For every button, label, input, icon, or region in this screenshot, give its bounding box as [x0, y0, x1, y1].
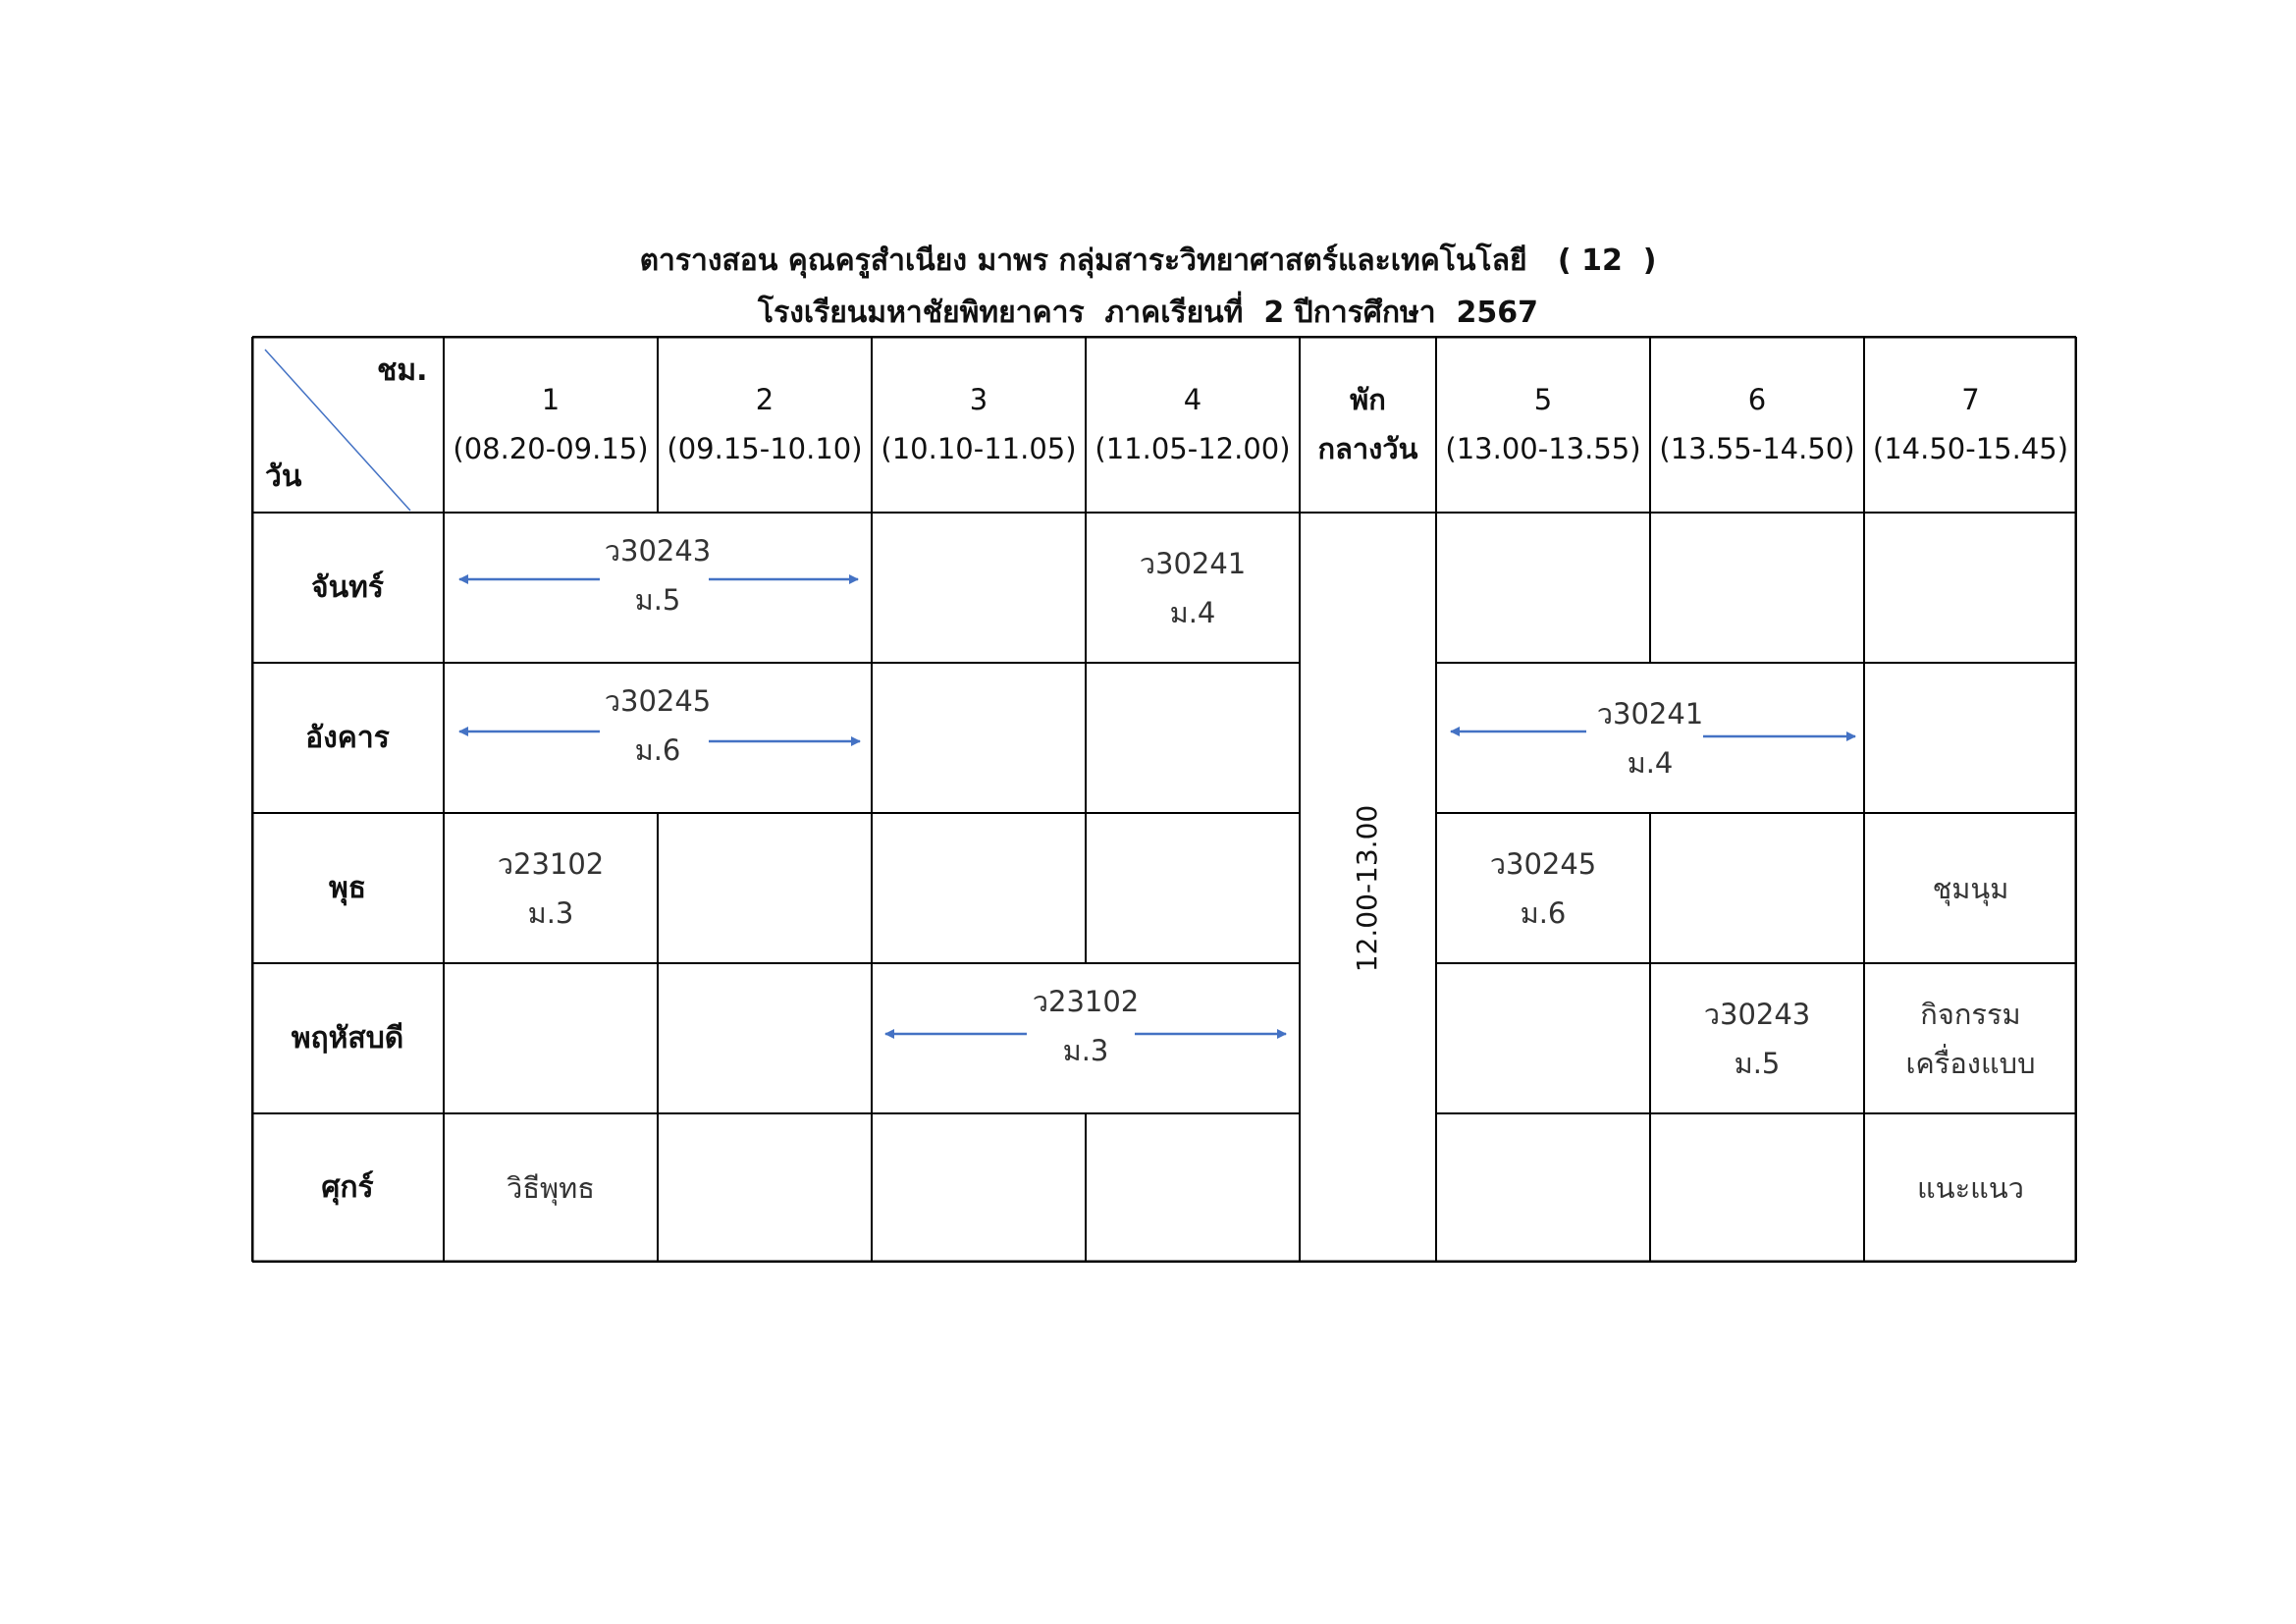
- entry-friday-period-1: วิธีพุทธ: [507, 1171, 595, 1205]
- day-monday: จันทร์: [311, 569, 384, 605]
- period-time: (08.20-09.15): [453, 432, 649, 465]
- class-level: ม.3: [1062, 1034, 1109, 1067]
- class-level: ม.5: [1734, 1046, 1781, 1080]
- entry-friday-period-7: แนะแนว: [1917, 1171, 2024, 1205]
- subject-code: ว30245: [604, 684, 712, 718]
- day-wednesday: พุธ: [328, 870, 367, 905]
- header-period-1: [444, 336, 658, 513]
- entry-tuesday-periods-5-6: [1436, 663, 1864, 813]
- entry-thursday-period-7: [1864, 963, 2077, 1113]
- subject-code: ว23102: [497, 846, 605, 881]
- day-thursday: พฤหัสบดี: [291, 1020, 404, 1056]
- period-time: (13.55-14.50): [1659, 432, 1855, 465]
- period-number: 2: [755, 383, 774, 416]
- entry-wednesday-period-1: [444, 813, 658, 963]
- period-time: (10.10-11.05): [881, 432, 1077, 465]
- day-friday: ศุกร์: [321, 1170, 374, 1205]
- entry-thursday-periods-3-4: [872, 963, 1300, 1089]
- timetable-grid: [251, 336, 2077, 1263]
- header-period-3: [872, 336, 1086, 513]
- corner-day-label: วัน: [265, 460, 302, 494]
- period-time: (09.15-10.10): [667, 432, 863, 465]
- lunch-time-vertical: 12.00-13.00: [1351, 804, 1383, 973]
- header-period-5: [1436, 336, 1650, 513]
- subject-code: ว30245: [1489, 846, 1597, 881]
- header-lunch: [1300, 336, 1436, 513]
- class-level: ม.3: [527, 895, 574, 930]
- class-level: ม.4: [1169, 595, 1216, 629]
- period-number: 6: [1747, 383, 1767, 416]
- subject-code: ว23102: [1032, 985, 1140, 1018]
- header-period-2: [658, 336, 872, 513]
- subject-code: ว30241: [1596, 696, 1704, 731]
- period-number: 5: [1533, 383, 1553, 416]
- entry-wednesday-period-7: ชุมนุม: [1932, 871, 2009, 905]
- lunch-label-line1: พัก: [1350, 383, 1386, 416]
- entry-wednesday-period-5: [1436, 813, 1650, 963]
- corner-period-label: ชม.: [377, 353, 428, 388]
- class-level: ม.6: [1520, 895, 1567, 930]
- entry-monday-period-4: [1086, 513, 1300, 663]
- subject-code: ว30243: [1703, 997, 1811, 1031]
- activity-line2: เครื่องแบบ: [1905, 1046, 2036, 1080]
- lunch-label-line2: กลางวัน: [1317, 432, 1418, 465]
- period-time: (11.05-12.00): [1095, 432, 1291, 465]
- header-period-6: [1650, 336, 1864, 513]
- timetable-title: ตารางสอน คุณครูสำเนียง มาพร กลุ่มสาระวิทยาศาสตร์และเทคโนโลยี ( 12 ): [639, 244, 1657, 278]
- period-number: 4: [1183, 383, 1202, 416]
- class-level: ม.6: [634, 733, 681, 767]
- period-number: 3: [969, 383, 988, 416]
- period-number: 7: [1961, 383, 1980, 416]
- activity-line1: กิจกรรม: [1920, 997, 2021, 1031]
- class-level: ม.4: [1627, 745, 1674, 780]
- class-level: ม.5: [634, 583, 681, 617]
- subject-code: ว30241: [1139, 546, 1247, 580]
- entry-tuesday-periods-1-2: [444, 663, 872, 788]
- period-time: (14.50-15.45): [1872, 432, 2069, 465]
- period-time: (13.00-13.55): [1445, 432, 1641, 465]
- header-period-7: [1864, 336, 2077, 513]
- header-period-4: [1086, 336, 1300, 513]
- entry-thursday-period-6: [1650, 963, 1864, 1113]
- school-term-subtitle: โรงเรียนมหาชัยพิทยาคาร ภาคเรียนที่ 2 ปีการศึกษา 2567: [757, 296, 1539, 330]
- period-number: 1: [541, 383, 561, 416]
- day-tuesday: อังคาร: [305, 720, 390, 755]
- subject-code: ว30243: [604, 534, 712, 568]
- entry-monday-periods-1-2: [444, 513, 872, 638]
